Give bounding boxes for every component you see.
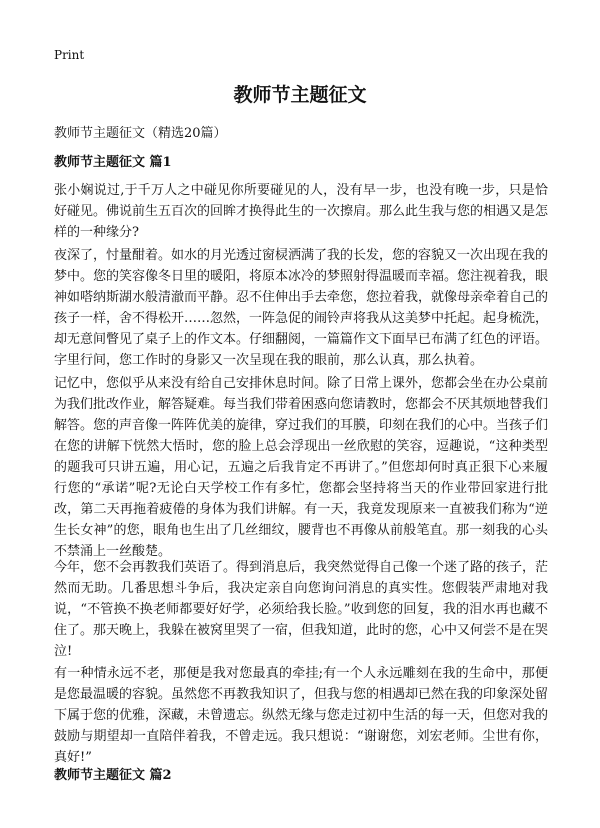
section-heading-2: 教师节主题征文 篇2 — [54, 768, 172, 783]
print-link[interactable]: Print — [54, 48, 85, 62]
paragraph-3: 记忆中，您似乎从来没有给自己安排休息时间。除了日常上课外，您都会坐在办公桌前为我们批改作业，解答疑难。每当我们带着困惑向您请教时，您都会不厌其烦地替我们解答。您的声音像一阵阵优美的旋律，穿过我们的耳膜，印刻在我们的心中。当孩子们在您的讲解下恍然大悟时，您的脸上总会浮现出一丝欣慰的笑容，逗趣说，“这种类型的题我可只讲五遍，用心记，五遍之后我肯定不再讲了。”但您却何时真正狠下心来履行您的“承诺”呢?无论白天学校工作有多忙，您都会坚持将当天的作业带回家进行批改，第二天再拖着疲倦的身体为我们讲解。有一天，我竟发现原来一直被我们称为“逆生长女神”的您，眼角也生出了几丝细纹，腰背也不再像从前般笔直。那一刻我的心头不禁涌上一丝酸楚。 — [54, 376, 549, 559]
paragraph-4: 今年，您不会再教我们英语了。得到消息后，我突然觉得自己像一个迷了路的孩子，茫然而无助。几番思想斗争后，我决定亲自向您询问消息的真实性。您假装严肃地对我说，“不管换不换老师都要好好学，必须给我长脸。”收到您的回复，我的泪水再也藏不住了。那天晚上，我躲在被窝里哭了一宿，但我知道，此时的您，心中又何尝不是在哭泣! — [54, 560, 549, 659]
document-subtitle: 教师节主题征文（精选20篇） — [54, 126, 227, 141]
paragraph-1: 张小娴说过,于千万人之中碰见你所要碰见的人，没有早一步，也没有晚一步，只是恰好碰见。佛说前生五百次的回眸才换得此生的一次擦肩。那么此生我与您的相遇又是怎样的一种缘分? — [54, 183, 549, 240]
paragraph-2: 夜深了，忖量酣着。如水的月光透过窗棂洒满了我的长发，您的容貌又一次出现在我的梦中。您的笑容像冬日里的暖阳，将原本冰冷的梦照射得温暖而幸福。您注视着我，眼神如嗒纳斯湖水般清澈而平静。忍不住伸出手去牵您，您拉着我，就像母亲牵着自己的孩子一样，舍不得松开……忽然，一阵急促的闹铃声将我从这美梦中托起。起身梳洗，却无意间瞥见了桌子上的作文本。仔细翻阅，一篇篇作文下面早已布满了红色的评语。字里行间，您工作时的身影又一次呈现在我的眼前，那么认真，那么执着。 — [54, 248, 549, 368]
paragraph-5: 有一种情永远不老，那便是我对您最真的牵挂;有一个人永远雕刻在我的生命中，那便是您最温暖的容貌。虽然您不再教我知识了，但我与您的相遇却已然在我的印象深处留下属于您的优雅，深藏，未曾遗忘。纵然无缘与您走过初中生活的每一天，但您对我的鼓励与期望却一直陪伴着我，不曾走远。我只想说：“谢谢您，刘宏老师。尘世有你，真好!” — [54, 666, 549, 765]
document-title: 教师节主题征文 — [233, 84, 367, 106]
section-heading-1: 教师节主题征文 篇1 — [54, 155, 172, 170]
